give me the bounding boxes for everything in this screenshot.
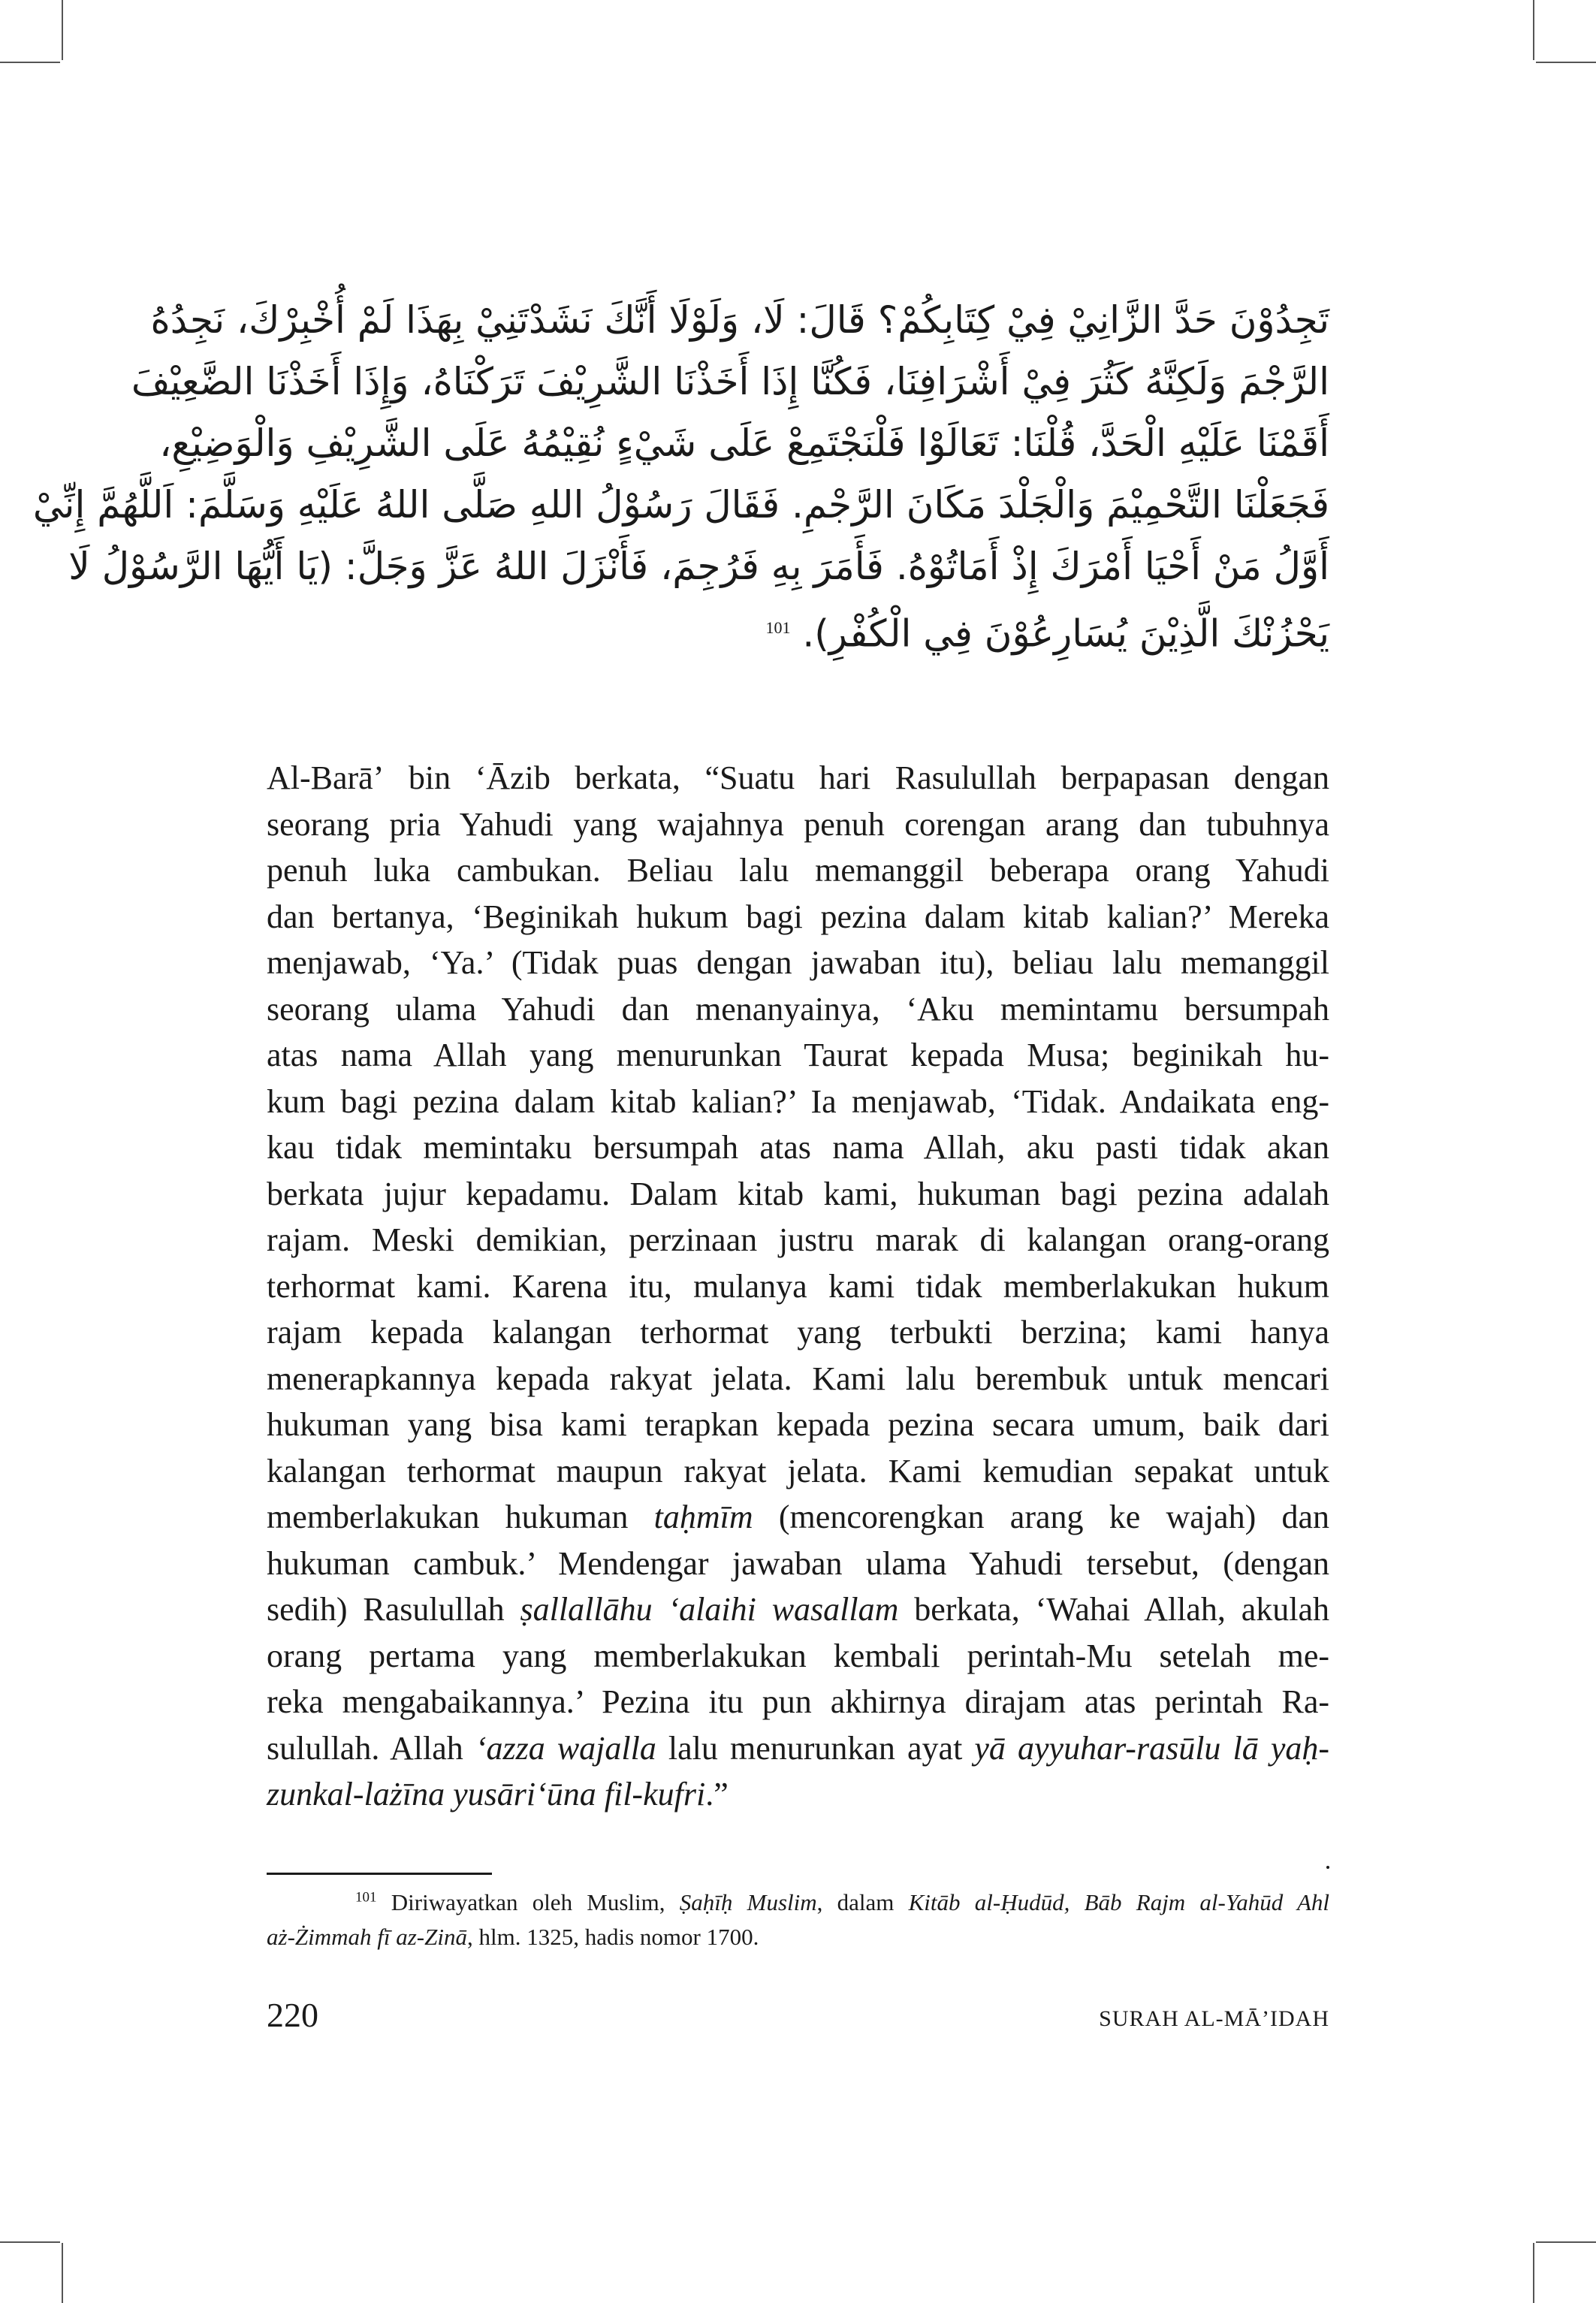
paragraph-line: terhormat kami. Karena itu, mulanya kami tidak memberlakukan hukum <box>267 1267 1329 1305</box>
paragraph-line: reka mengabaikannya.’ Pezina itu pun akhirnya dirajam atas perintah Ra- <box>267 1683 1329 1720</box>
paragraph-line: kum bagi pezina dalam kitab kalian?’ Ia menjawab, ‘Tidak. Andaikata eng- <box>267 1082 1329 1120</box>
footnote-dot <box>1326 1866 1329 1869</box>
chapter-title: aż-Żimmah fī az-Zinā <box>267 1924 467 1950</box>
crop-mark <box>1536 2241 1596 2243</box>
crop-mark <box>0 62 60 63</box>
arabic-hadith-text <box>32 289 1329 665</box>
page-number: 220 <box>267 1996 318 2034</box>
paragraph-line: kau tidak memintaku bersumpah atas nama Allah, aku pasti tidak akan <box>267 1129 1329 1166</box>
paragraph-line <box>267 1771 1329 1818</box>
crop-mark <box>1533 2243 1534 2303</box>
translation-paragraph <box>267 755 1329 1818</box>
text-run: .” <box>705 1776 729 1813</box>
text-run: , dalam <box>816 1889 909 1915</box>
paragraph-line: hukuman yang bisa kami terapkan kepada pezina secara umum, baik dari <box>267 1406 1329 1443</box>
book-title: Ṣaḥīḥ Muslim <box>679 1889 817 1915</box>
italic-term: ṣallallāhu ‘alaihi wasallam <box>520 1591 899 1628</box>
text-run: (mencorengkan arang ke wajah) dan <box>753 1499 1329 1535</box>
arabic-line-last <box>267 597 1329 665</box>
italic-term: ‘azza wajalla <box>475 1729 656 1767</box>
paragraph-line: kalangan terhormat maupun rakyat jelata. Kami kemudian sepakat untuk <box>267 1452 1329 1490</box>
paragraph-line: rajam kepada kalangan terhormat yang terbukti berzina; kami hanya <box>267 1314 1329 1351</box>
crop-mark <box>62 2243 63 2303</box>
text-run: Diriwayatkan oleh Muslim, <box>376 1889 680 1915</box>
paragraph-line: atas nama Allah yang menurunkan Taurat kepada Musa; beginikah hu- <box>267 1037 1329 1073</box>
crop-mark <box>0 2241 60 2243</box>
arabic-line: أَوَّلُ مَنْ أَحْيَا أَمْرَكَ إِذْ أَمَاتُوْهُ. فَأَمَرَ بِهِ فَرُجِمَ، فَأَنْزَلَ اللهُ عَزَّ وَجَلَّ: (يَا أَيُّهَا الرَّسُوْلُ لَا <box>68 545 1329 588</box>
footnote-rule <box>267 1873 492 1875</box>
running-title: SURAH AL-MĀ’IDAH <box>1099 2006 1329 2031</box>
footnote-line <box>267 1885 1329 1920</box>
crop-mark <box>1533 0 1534 60</box>
footnote-line <box>267 1920 1329 1954</box>
paragraph-line: seorang pria Yahudi yang wajahnya penuh corengan arang dan tubuhnya <box>267 805 1329 843</box>
paragraph-line: menerapkannya kepada rakyat jelata. Kami lalu berembuk untuk mencari <box>267 1360 1329 1397</box>
text-run: sulullah. Allah <box>267 1729 475 1767</box>
italic-term: yā ayyuhar-rasūlu lā yaḥ- <box>974 1729 1330 1767</box>
chapter-title: Kitāb al-Ḥudūd, Bāb Rajm al-Yahūd Ahl <box>908 1889 1329 1915</box>
arabic-line: أَقَمْنَا عَلَيْهِ الْحَدَّ، قُلْنَا: تَعَالَوْا فَلْنَجْتَمِعْ عَلَى شَيْءٍ نُقِيْمُهُ عَلَى الشَّرِيْفِ وَالْوَضِيْعِ، <box>159 421 1329 465</box>
arabic-line: فَجَعَلْنَا التَّحْمِيْمَ وَالْجَلْدَ مَكَانَ الرَّجْمِ. فَقَالَ رَسُوْلُ اللهِ صَلَّى اللهُ عَلَيْهِ وَسَلَّمَ: اَللَّهُمَّ إِنِّيْ <box>32 483 1329 527</box>
paragraph-line <box>267 1725 1329 1772</box>
italic-term: taḥmīm <box>653 1499 753 1535</box>
paragraph-line: penuh luka cambukan. Beliau lalu memanggil beberapa orang Yahudi <box>267 852 1329 889</box>
arabic-line: يَحْزُنْكَ الَّذِيْنَ يُسَارِعُوْنَ فِي الْكُفْرِ). <box>802 611 1329 656</box>
paragraph-line: Al-Barāʼ bin ʻĀzib berkata, “Suatu hari Rasulullah berpapasan dengan <box>267 759 1329 796</box>
paragraph-line: seorang ulama Yahudi dan menanyainya, ‘Aku memintamu bersumpah <box>267 990 1329 1028</box>
text-run: , hlm. 1325, hadis nomor 1700. <box>466 1924 759 1950</box>
text-run: lalu menurunkan ayat <box>656 1729 975 1767</box>
arabic-line: الرَّجْمَ وَلَكِنَّهُ كَثُرَ فِيْ أَشْرَافِنَا، فَكُنَّا إِذَا أَخَذْنَا الشَّرِيْفَ تَرَكْنَاهُ، وَإِذَا أَخَذْنَا الضَّعِيْفَ <box>131 360 1329 403</box>
footnote-number: 101 <box>355 1889 377 1906</box>
footnote <box>267 1885 1329 1954</box>
crop-mark <box>62 0 63 60</box>
footnote-reference: 101 <box>765 618 791 637</box>
paragraph-line: menjawab, ‘Ya.’ (Tidak puas dengan jawaban itu), beliau lalu memanggil <box>267 944 1329 981</box>
paragraph-line: berkata jujur kepadamu. Dalam kitab kami, hukuman bagi pezina adalah <box>267 1175 1329 1212</box>
paragraph-line: rajam. Meski demikian, perzinaan justru marak di kalangan orang-orang <box>267 1221 1329 1258</box>
arabic-line: تَجِدُوْنَ حَدَّ الزَّانِيْ فِيْ كِتَابِكُمْ؟ قَالَ: لَا، وَلَوْلَا أَنَّكَ نَشَدْتَنِيْ بِهَذَا لَمْ أُخْبِرْكَ، نَجِدُهُ <box>150 298 1329 342</box>
crop-mark <box>1536 62 1596 63</box>
paragraph-line: orang pertama yang memberlakukan kembali perintah-Mu setelah me- <box>267 1637 1329 1674</box>
italic-term: zunkal-lażīna yusāri‘ūna fil-kufri <box>267 1776 706 1813</box>
paragraph-line <box>267 1494 1329 1541</box>
text-run: sedih) Rasulullah <box>267 1591 520 1628</box>
paragraph-line <box>267 1586 1329 1633</box>
paragraph-line: hukuman cambuk.’ Mendengar jawaban ulama Yahudi tersebut, (dengan <box>267 1544 1329 1582</box>
text-run: memberlakukan hukuman <box>267 1499 654 1535</box>
paragraph-line: dan bertanya, ‘Beginikah hukum bagi pezina dalam kitab kalian?’ Mereka <box>267 898 1329 935</box>
text-run: berkata, ‘Wahai Allah, akulah <box>898 1591 1330 1628</box>
